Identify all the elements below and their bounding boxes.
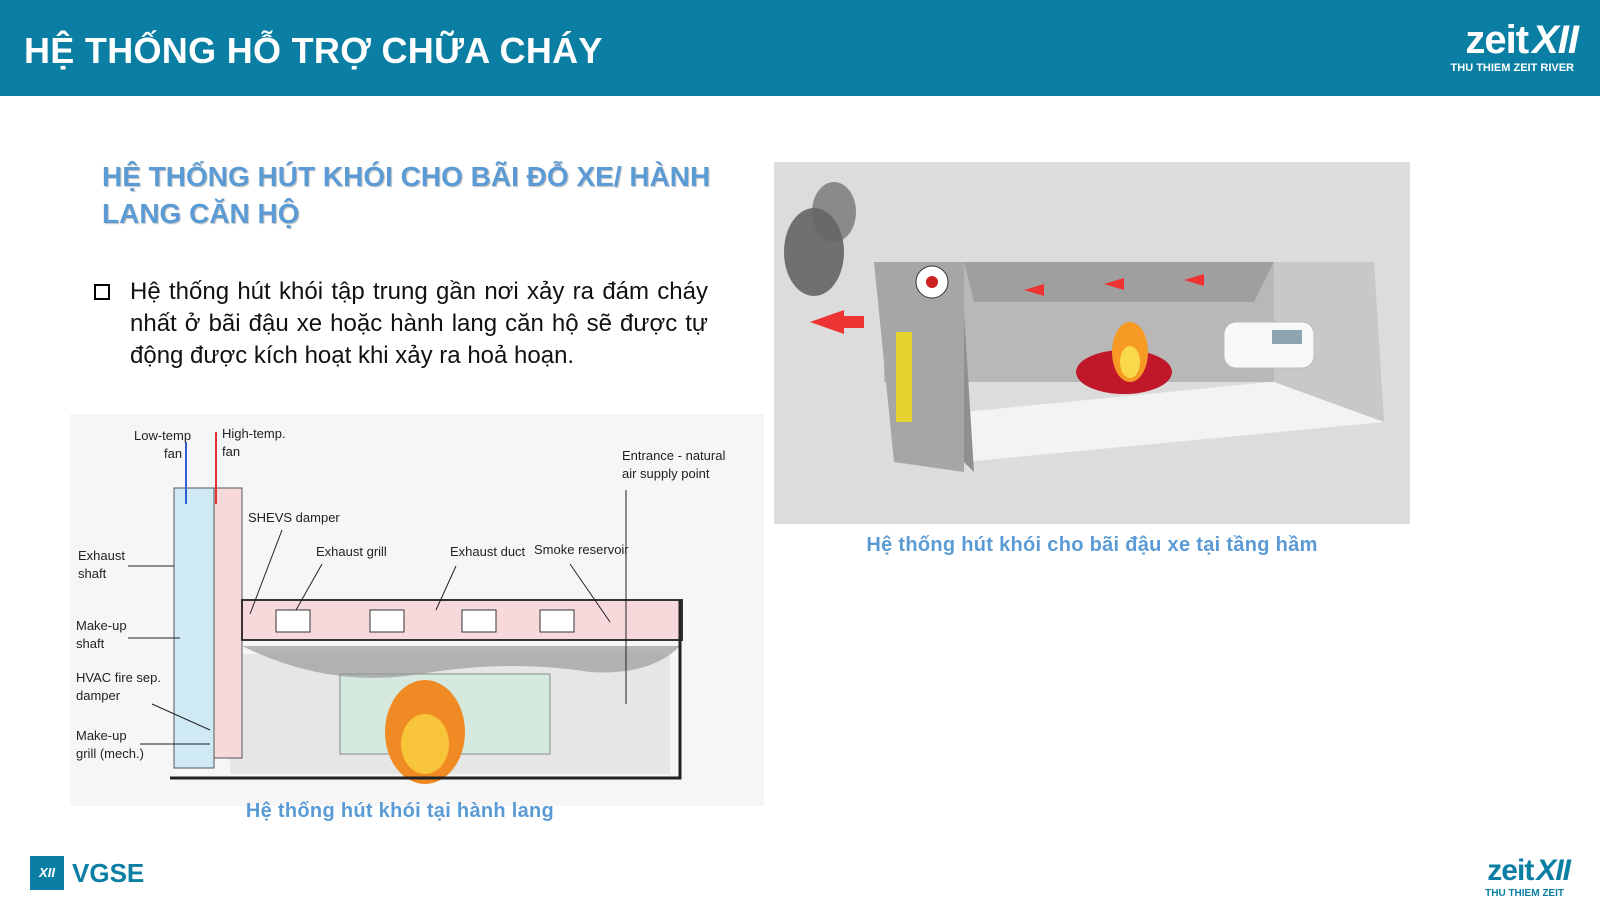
svg-text:fan: fan <box>222 444 241 459</box>
vgse-text: VGSE <box>72 858 145 888</box>
exhaust-grill-1 <box>276 610 310 632</box>
brand-subtitle: THU THIEM ZEIT RIVER <box>1450 62 1574 74</box>
header-bar <box>0 0 1600 96</box>
svg-text:shaft: shaft <box>78 566 107 581</box>
exhaust-grill-2 <box>370 610 404 632</box>
exit-door <box>896 332 912 422</box>
caption-corridor: Hệ thống hút khói tại hành lang <box>245 800 555 822</box>
exhaust-shaft <box>214 488 242 758</box>
footer-brand-subtitle: THU THIEM ZEIT <box>1485 888 1564 899</box>
caption-parking: Hệ thống hút khói cho bãi đậu xe tại tầng hầm <box>866 534 1318 556</box>
label-makeup-shaft: Make-up <box>76 618 127 633</box>
makeup-shaft <box>174 488 214 768</box>
parking-smoke-illustration <box>774 162 1410 524</box>
svg-text:grill (mech.): grill (mech.) <box>76 746 144 761</box>
bullet-text: Hệ thống hút khói tập trung gần nơi xảy ra đám cháy nhất ở bãi đậu xe hoặc hành lang căn hộ sẽ được tự động được kích hoạt khi xảy ra hoả hoạn. <box>130 278 708 369</box>
label-exhaust-shaft: Exhaust <box>78 548 125 563</box>
brand-mark: XII <box>1532 18 1578 62</box>
label-entrance: Entrance - natural <box>622 448 726 463</box>
vgse-mark: XII <box>30 856 64 890</box>
label-exhaust-duct: Exhaust duct <box>450 544 526 559</box>
brand-name: zeit <box>1465 18 1529 62</box>
footer-brand-name: zeit <box>1487 854 1534 887</box>
label-low-temp-fan: Low-temp <box>134 428 192 443</box>
label-smoke-reservoir: Smoke reservoir <box>534 542 629 557</box>
white-van <box>1224 322 1314 368</box>
label-shevs-damper: SHEVS damper <box>248 510 340 525</box>
exhaust-grill-4 <box>540 610 574 632</box>
footer-brand-logo <box>1460 854 1570 898</box>
label-makeup-grill: Make-up <box>76 728 127 743</box>
label-hvac-damper: HVAC fire sep. <box>76 670 162 685</box>
svg-text:damper: damper <box>76 688 121 703</box>
svg-text:shaft: shaft <box>76 636 105 651</box>
label-high-temp-fan: High-temp. <box>222 426 286 441</box>
svg-text:fan: fan <box>164 446 183 461</box>
checkbox-bullet-icon <box>94 284 110 300</box>
brand-logo <box>1418 18 1578 78</box>
svg-text:air supply point: air supply point <box>622 466 710 481</box>
page-title: HỆ THỐNG HỖ TRỢ CHỮA CHÁY <box>24 30 603 71</box>
footer-brand-mark: XII <box>1536 854 1570 887</box>
corridor-smoke-diagram <box>70 414 764 806</box>
exhaust-grill-3 <box>462 610 496 632</box>
section-title: HỆ THỐNG HÚT KHÓI CHO BÃI ĐỖ XE/ HÀNH LANG CĂN HỘ <box>102 161 711 229</box>
label-exhaust-grill: Exhaust grill <box>316 544 387 559</box>
